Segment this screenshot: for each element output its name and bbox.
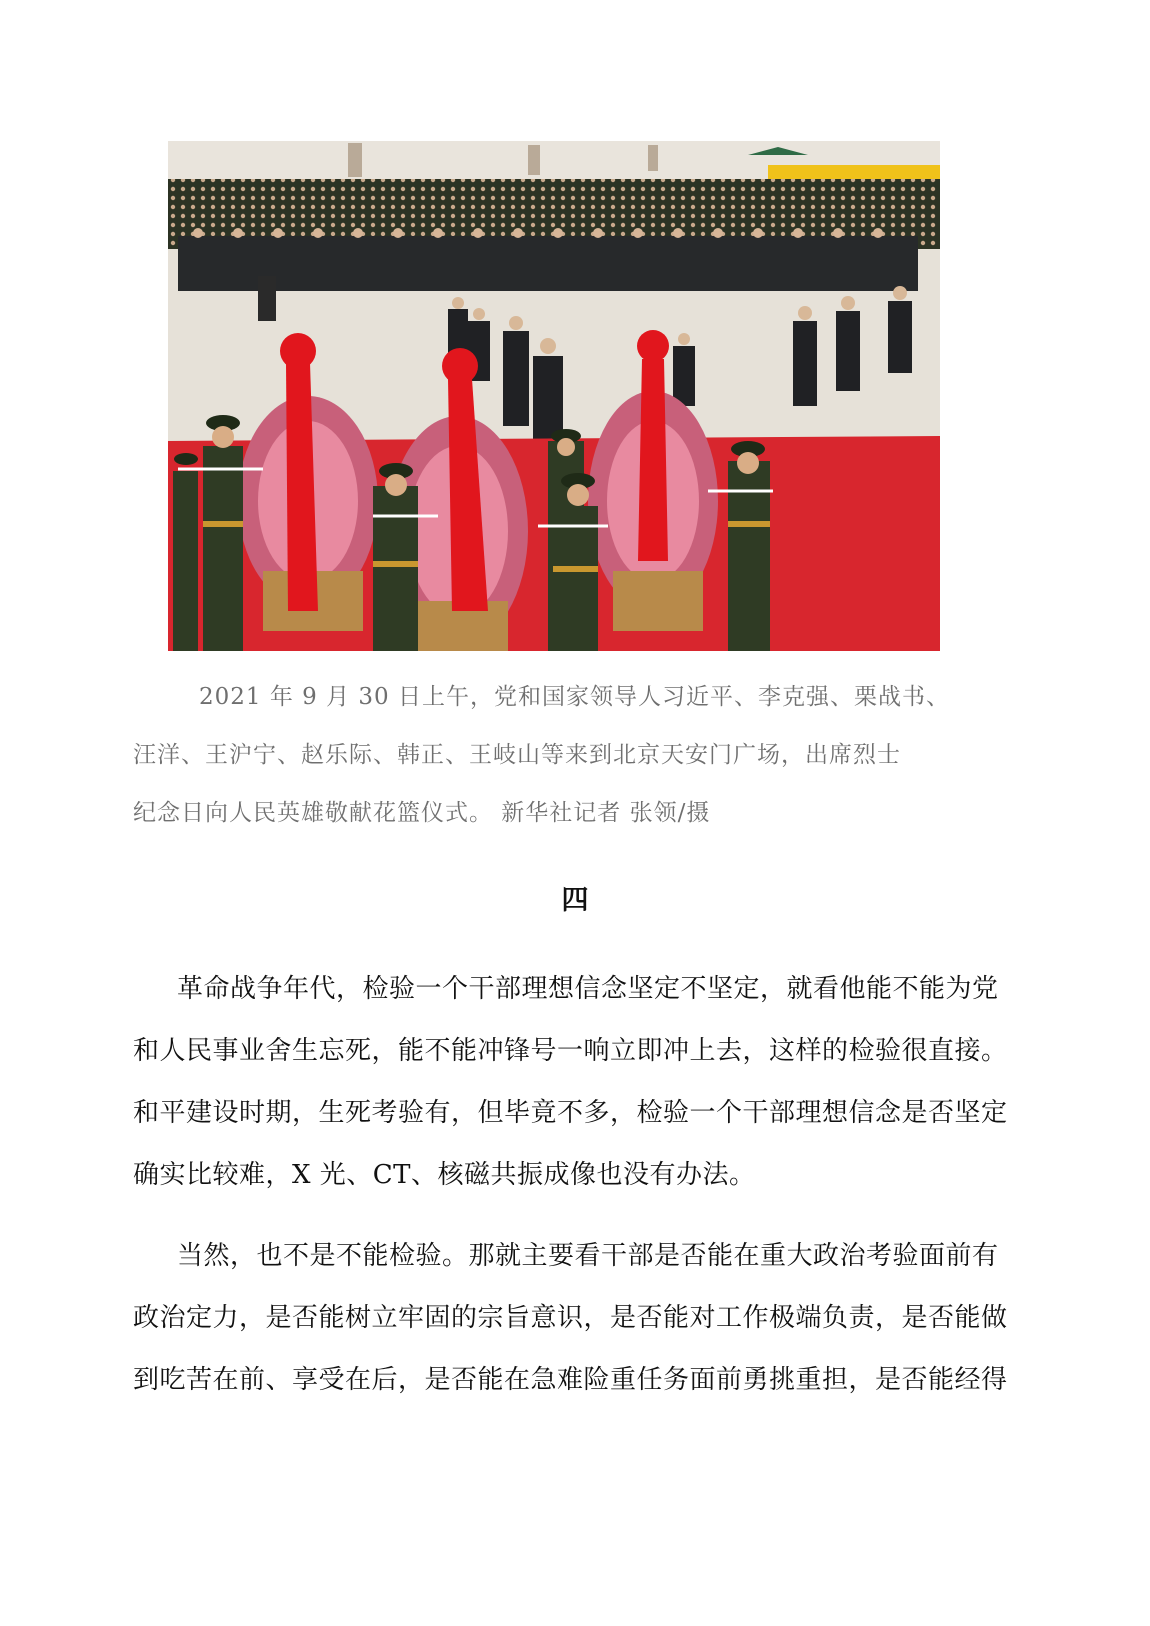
body-paragraph	[133, 958, 1008, 1206]
paragraph-line: 确实比较难，X 光、CT、核磁共振成像也没有办法。	[133, 1160, 756, 1190]
body-paragraph	[133, 1225, 1008, 1411]
ceremony-photo	[168, 141, 940, 651]
paragraph-line: 和平建设时期，生死考验有，但毕竟不多，检验一个干部理想信念是否坚定	[133, 1098, 1008, 1128]
paragraph-line: 和人民事业舍生忘死，能不能冲锋号一响立即冲上去，这样的检验很直接。	[133, 1036, 1008, 1066]
caption-line: 汪洋、王沪宁、赵乐际、韩正、王岐山等来到北京天安门广场，出席烈士	[133, 742, 901, 768]
caption-line: 2021 年 9 月 30 日上午，党和国家领导人习近平、李克强、栗战书、	[199, 684, 950, 710]
paragraph-line: 政治定力，是否能树立牢固的宗旨意识，是否能对工作极端负责，是否能做	[133, 1303, 1008, 1333]
section-heading: 四	[561, 885, 589, 916]
photo-caption	[133, 668, 983, 842]
paragraph-line: 革命战争年代，检验一个干部理想信念坚定不坚定，就看他能不能为党	[177, 974, 999, 1004]
caption-line: 纪念日向人民英雄敬献花篮仪式。 新华社记者 张领/摄	[133, 800, 711, 826]
paragraph-line: 到吃苦在前、享受在后，是否能在急难险重任务面前勇挑重担，是否能经得	[133, 1365, 1008, 1395]
paragraph-line: 当然，也不是不能检验。那就主要看干部是否能在重大政治考验面前有	[177, 1241, 999, 1271]
